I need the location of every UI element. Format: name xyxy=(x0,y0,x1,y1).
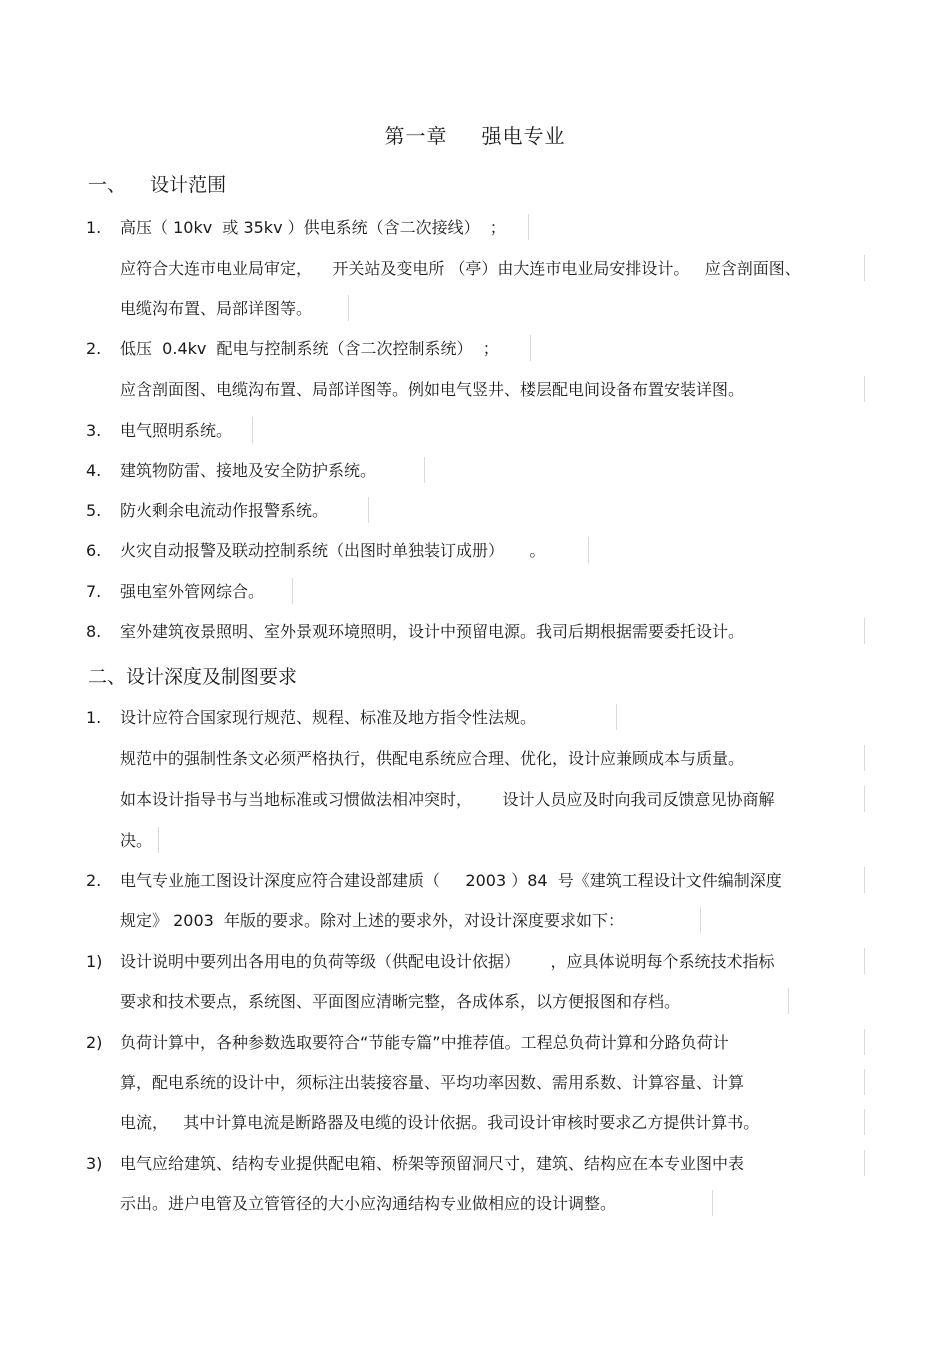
section-heading-depth: 二、设计深度及制图要求 xyxy=(88,666,298,688)
list-item: 1. 高压（ 10kv 或 35kv ）供电系统（含二次接线） ； xyxy=(0,216,950,240)
list-item: 应含剖面图、电缆沟布置、局部详图等。例如电气竖井、楼层配电间设备布置安装详图。 xyxy=(0,378,950,402)
list-item: 2) 负荷计算中，各种参数选取要符合“节能专篇”中推荐值。工程总负荷计算和分路负荷计 xyxy=(0,1031,950,1055)
chapter-title xyxy=(0,120,950,149)
chapter-name: 强电专业 xyxy=(481,124,566,148)
section-heading-scope: 一、 设计范围 xyxy=(88,174,227,196)
list-item: 示出。进户电管及立管管径的大小应沟通结构专业做相应的设计调整。 xyxy=(0,1192,950,1216)
list-item: 算，配电系统的设计中，须标注出装接容量、平均功率因数、需用系数、计算容量、计算 xyxy=(0,1071,950,1095)
list-item: 2. 电气专业施工图设计深度应符合建设部建质（ 2003 ）84 号《建筑工程设计文件编制深度 xyxy=(0,869,950,893)
list-item: 3) 电气应给建筑、结构专业提供配电箱、桥架等预留洞尺寸，建筑、结构应在本专业图中表 xyxy=(0,1152,950,1176)
list-item: 电流， 其中计算电流是断路器及电缆的设计依据。我司设计审核时要求乙方提供计算书。 xyxy=(0,1111,950,1135)
list-item: 7. 强电室外管网综合。 xyxy=(0,580,950,604)
list-item: 8. 室外建筑夜景照明、室外景观环境照明，设计中预留电源。我司后期根据需要委托设计。 xyxy=(0,620,950,644)
list-item: 要求和技术要点，系统图、平面图应清晰完整，各成体系，以方便报图和存档。 xyxy=(0,990,950,1014)
list-item: 应符合大连市电业局审定， 开关站及变电所 （亭）由大连市电业局安排设计。 应含剖面图、 xyxy=(0,257,950,281)
list-item: 6. 火灾自动报警及联动控制系统（出图时单独装订成册） 。 xyxy=(0,539,950,563)
list-item: 如本设计指导书与当地标准或习惯做法相冲突时， 设计人员应及时向我司反馈意见协商解 xyxy=(0,788,950,812)
list-item: 3. 电气照明系统。 xyxy=(0,419,950,443)
list-item: 规定》 2003 年版的要求。除对上述的要求外，对设计深度要求如下： xyxy=(0,909,950,933)
list-item: 5. 防火剩余电流动作报警系统。 xyxy=(0,499,950,523)
list-item: 规范中的强制性条文必须严格执行，供配电系统应合理、优化，设计应兼顾成本与质量。 xyxy=(0,747,950,771)
list-item: 4. 建筑物防雷、接地及安全防护系统。 xyxy=(0,459,950,483)
list-item: 2. 低压 0.4kv 配电与控制系统（含二次控制系统） ； xyxy=(0,337,950,361)
list-item: 电缆沟布置、局部详图等。 xyxy=(0,297,950,321)
list-item: 1) 设计说明中要列出各用电的负荷等级（供配电设计依据） ，应具体说明每个系统技术指标 xyxy=(0,950,950,974)
list-item: 决。 xyxy=(0,829,950,853)
chapter-number: 第一章 xyxy=(384,124,448,148)
list-item: 1. 设计应符合国家现行规范、规程、标准及地方指令性法规。 xyxy=(0,706,950,730)
